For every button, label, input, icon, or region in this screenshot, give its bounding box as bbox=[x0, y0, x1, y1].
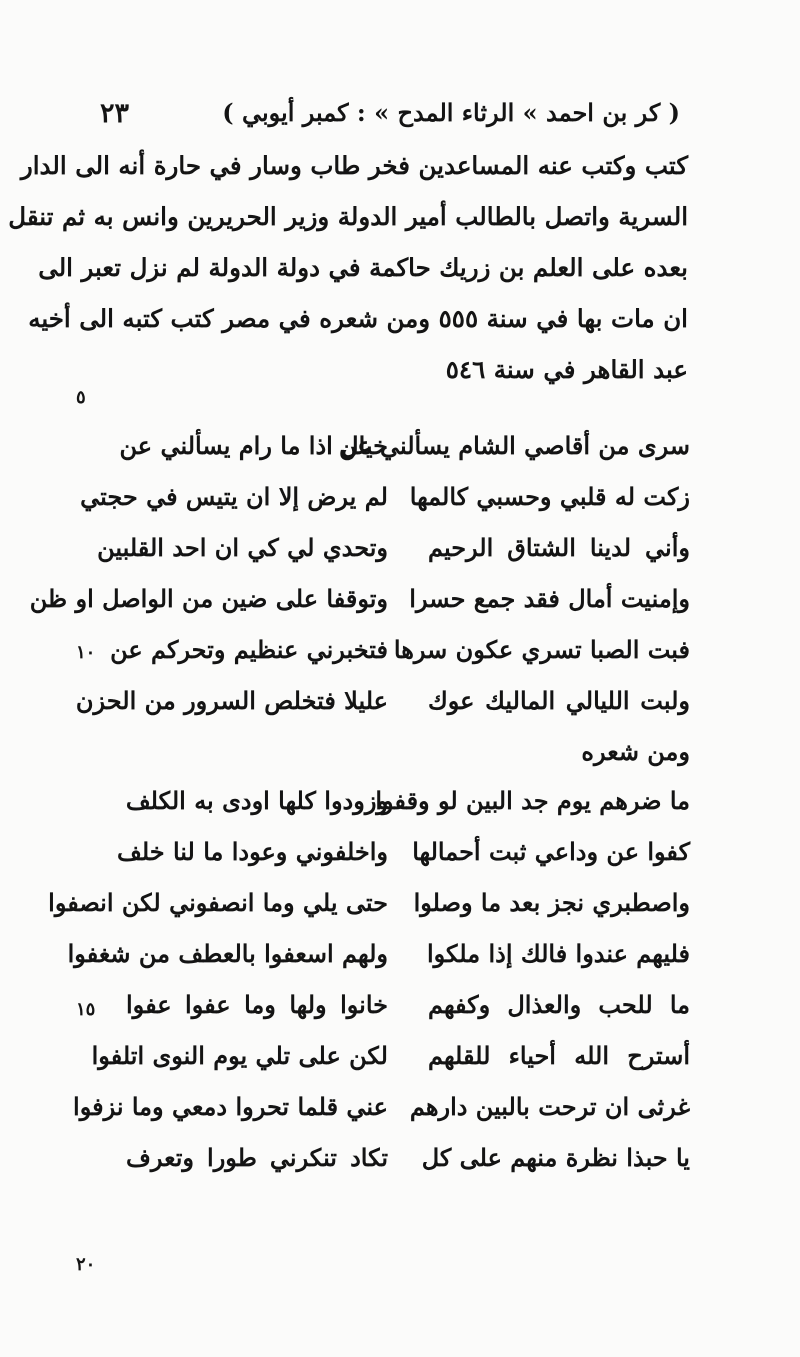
verse-hemistich: فتخبرني عنظيم وتحركم عن bbox=[110, 635, 388, 664]
verse-hemistich: تكاد تنكرني طورا وتعرف bbox=[126, 1143, 388, 1172]
page-number: ٢٣ bbox=[100, 98, 130, 129]
verse-hemistich: يا حبذا نظرة منهم على كل bbox=[421, 1143, 690, 1172]
page-header bbox=[100, 92, 680, 136]
verse-hemistich: ما للحب والعذال وكفهم bbox=[428, 990, 690, 1019]
prose-line: عبد القاهر في سنة ٥٤٦ bbox=[445, 355, 688, 384]
verse-hemistich: خانوا ولها وما عفوا عفوا bbox=[126, 990, 388, 1019]
verse-hemistich: خيال اذا ما رام يسألني عن bbox=[119, 431, 388, 460]
running-head: ( كر بن احمد » الرثاء المدح » : كمبر أيوبي ) bbox=[222, 98, 680, 127]
line-number: ١٥ bbox=[76, 999, 96, 1020]
verse-hemistich: كفوا عن وداعي ثبت أحمالها bbox=[412, 837, 690, 866]
verse-hemistich: وزودوا كلها اودى به الكلف bbox=[125, 786, 388, 815]
verse-hemistich: فليهم عندوا فالك إذا ملكوا bbox=[426, 939, 690, 968]
verse-hemistich: لم يرض إلا ان يتيس في حجتي bbox=[80, 482, 388, 511]
verse-hemistich: وأني لدينا الشتاق الرحيم bbox=[428, 533, 690, 562]
prose-line: السرية واتصل بالطالب أمير الدولة وزير الحريرين وانس به ثم تنقل bbox=[8, 202, 688, 231]
verse-hemistich: حتى يلي وما انصفوني لكن انصفوا bbox=[48, 888, 388, 917]
verse-column-right bbox=[375, 775, 690, 1183]
prose-line: ان مات بها في سنة ٥٥٥ ومن شعره في مصر كتب كتبه الى أخيه bbox=[28, 304, 688, 333]
verse-hemistich: ولبت الليالي الماليك عوك bbox=[428, 686, 690, 715]
verse-hemistich: وتحدي لي كي ان احد القلبين bbox=[97, 533, 388, 562]
verse-hemistich: واصطبري نجز بعد ما وصلوا bbox=[413, 888, 690, 917]
prose-line: كتب وكتب عنه المساعدين فخر طاب وسار في حارة أنه الى الدار bbox=[20, 151, 688, 180]
verse-hemistich: وإمنيت أمال فقد جمع حسرا bbox=[409, 584, 690, 613]
line-number: ٥ bbox=[76, 387, 86, 408]
line-number: ٢٠ bbox=[76, 1254, 96, 1275]
verse-hemistich: سرى من أقاصي الشام يسألني عن bbox=[339, 431, 690, 460]
line-number: ١٠ bbox=[76, 642, 96, 663]
verse-hemistich: زكت له قلبي وحسبي كالمها bbox=[409, 482, 690, 511]
prose-block bbox=[8, 140, 688, 395]
verse-hemistich: لكن على تلي يوم النوى اتلفوا bbox=[91, 1041, 388, 1070]
verse-hemistich: أسترح الله أحياء للقلهم bbox=[428, 1041, 690, 1070]
prose-line: بعده على العلم بن زريك حاكمة في دولة الدولة لم نزل تعبر الى bbox=[38, 253, 688, 282]
verse-hemistich: فبت الصبا تسري عكون سرها bbox=[393, 635, 690, 664]
verse-hemistich: عليلا فتخلص السرور من الحزن bbox=[75, 686, 388, 715]
verse-hemistich: ما ضرهم يوم جد البين لو وقفوا bbox=[375, 786, 690, 815]
section-heading: ومن شعره bbox=[581, 737, 690, 766]
verse-hemistich: واخلفوني وعودا ما لنا خلف bbox=[116, 837, 388, 866]
verse-hemistich: ولهم اسعفوا بالعطف من شغفوا bbox=[67, 939, 388, 968]
verse-hemistich: غرثى ان ترحت بالبين دارهم bbox=[409, 1092, 690, 1121]
verse-hemistich: وتوقفا على ضين من الواصل او ظن bbox=[29, 584, 388, 613]
verse-column-right bbox=[339, 420, 690, 777]
verse-hemistich: عني قلما تحروا دمعي وما نزفوا bbox=[73, 1092, 388, 1121]
